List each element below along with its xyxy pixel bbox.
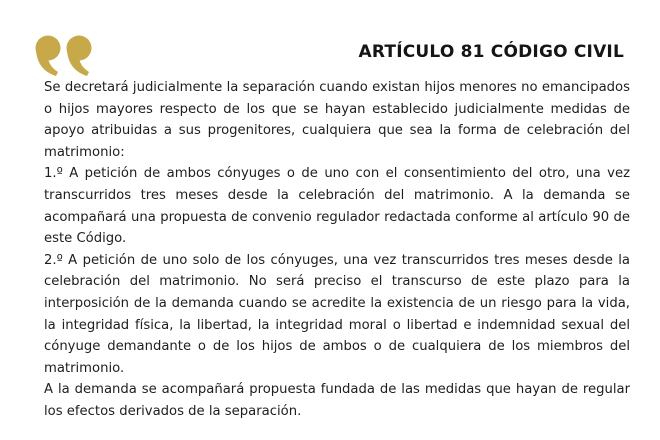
article-clause-1: 1.º A petición de ambos cónyuges o de uno con el consentimiento del otro, una vez transcurridos tres meses desde la celebración del matrimonio. A la demanda se acompañará una propuesta de convenio regulador redactada conforme al artículo 90 de este Código. bbox=[44, 166, 630, 247]
article-intro-paragraph: Se decretará judicialmente la separación cuando existan hijos menores no emancipados o hijos mayores respecto de los que se hayan establecido judicialmente medidas de apoyo atribuidas a sus progenitores, cualquiera que sea la forma de celebración del matrimonio: bbox=[44, 80, 630, 160]
article-closing-paragraph: A la demanda se acompañará propuesta fundada de las medidas que hayan de regular los efectos derivados de la separación. bbox=[44, 382, 630, 419]
quote-marks-icon bbox=[34, 34, 96, 78]
article-clause-2: 2.º A petición de uno solo de los cónyuges, una vez transcurridos tres meses desde la celebración del matrimonio. No será preciso el transcurso de este plazo para la interposición de la demanda cuando se acredite la existencia de un riesgo para la vida, la integridad física, la libertad, la integridad moral o libertad e indemnidad sexual del cónyuge demandante o de los hijos de ambos o de cualquiera de los miembros del matrimonio. bbox=[44, 252, 630, 376]
article-body bbox=[44, 77, 630, 423]
page-title: ARTÍCULO 81 CÓDIGO CIVIL bbox=[358, 42, 624, 62]
